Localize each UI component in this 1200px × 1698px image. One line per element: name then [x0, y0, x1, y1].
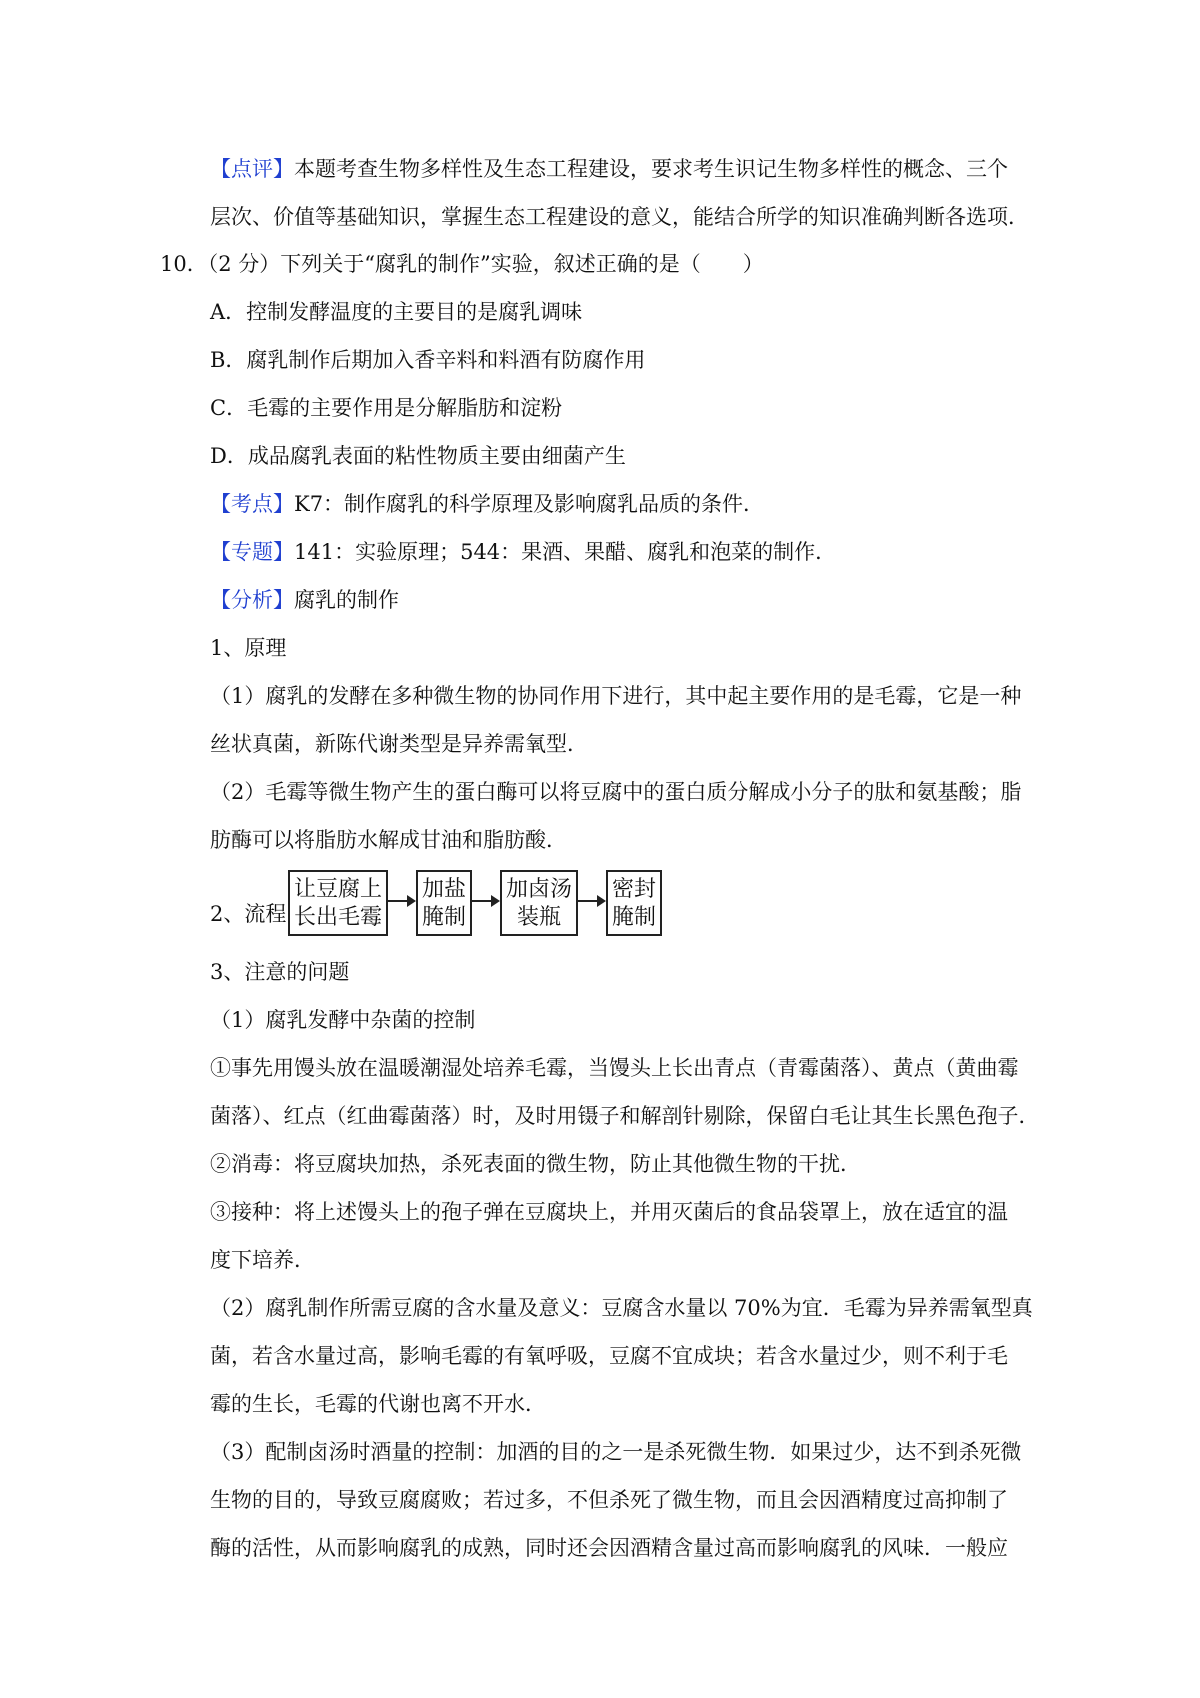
review-tag: 【点评】 — [210, 157, 294, 181]
zhuanti-line — [210, 538, 836, 566]
flow-step-2-line1: 加盐 — [421, 877, 466, 902]
review-line-1 — [210, 155, 1008, 183]
fenxi-line — [210, 586, 399, 614]
notes-s3-line2: 生物的目的，导致豆腐腐败；若过多，不但杀死了微生物，而且会因酒精度过高抑制了 — [210, 1488, 1008, 1512]
notes-s2-line1: （2）腐乳制作所需豆腐的含水量及意义：豆腐含水量以 70%为宜．毛霉为异养需氧型真 — [210, 1296, 1033, 1320]
option-c: C．毛霉的主要作用是分解脂肪和淀粉 — [210, 396, 563, 420]
kaodian-text: K7：制作腐乳的科学原理及影响腐乳品质的条件． — [294, 492, 765, 516]
notes-s3-line3: 酶的活性，从而影响腐乳的成熟，同时还会因酒精含量过高而影响腐乳的风味．一般应 — [210, 1536, 1008, 1560]
fenxi-tag: 【分析】 — [210, 588, 294, 612]
notes-s1: （1）腐乳发酵中杂菌的控制 — [210, 1008, 476, 1032]
flow-step-3 — [500, 870, 578, 936]
flow-step-1-line1: 让豆腐上 — [293, 877, 382, 902]
notes-s1c-line1: ③接种：将上述馒头上的孢子弹在豆腐块上，并用灭菌后的食品袋罩上，放在适宜的温 — [210, 1200, 1008, 1224]
flow-step-1 — [288, 870, 388, 936]
flow-step-4-line1: 密封 — [611, 877, 656, 902]
flow-arrow-2 — [472, 900, 498, 902]
option-a: A．控制发酵温度的主要目的是腐乳调味 — [210, 300, 583, 324]
flow-step-3-line1: 加卤汤 — [505, 877, 572, 902]
flow-step-4-line2: 腌制 — [611, 905, 656, 930]
zhuanti-tag: 【专题】 — [210, 540, 294, 564]
notes-s1c-line2: 度下培养． — [210, 1248, 315, 1272]
question-stem: 10．（2 分）下列关于“腐乳的制作”实验，叙述正确的是（ ） — [160, 252, 764, 276]
zhuanti-text: 141：实验原理；544：果酒、果醋、腐乳和泡菜的制作． — [294, 540, 837, 564]
option-d: D．成品腐乳表面的粘性物质主要由细菌产生 — [210, 444, 626, 468]
notes-s1a-line1: ①事先用馒头放在温暖潮湿处培养毛霉，当馒头上长出青点（青霉菌落）、黄点（黄曲霉 — [210, 1056, 1019, 1080]
kaodian-line — [210, 490, 764, 518]
notes-s3-line1: （3）配制卤汤时酒量的控制：加酒的目的之一是杀死微生物．如果过少，达不到杀死微 — [210, 1440, 1022, 1464]
flow-step-2-line2: 腌制 — [421, 905, 466, 930]
flow-step-3-line2: 装瓶 — [516, 905, 561, 930]
principle-heading: 1、原理 — [210, 636, 287, 660]
flow-arrow-3 — [578, 900, 604, 902]
flow-label: 2、流程 — [210, 902, 287, 926]
kaodian-tag: 【考点】 — [210, 492, 294, 516]
option-b: B．腐乳制作后期加入香辛料和料酒有防腐作用 — [210, 348, 646, 372]
flow-step-4 — [606, 870, 662, 936]
principle-p2-line1: （2）毛霉等微生物产生的蛋白酶可以将豆腐中的蛋白质分解成小分子的肽和氨基酸；脂 — [210, 780, 1022, 804]
notes-heading: 3、注意的问题 — [210, 960, 350, 984]
principle-p2-line2: 肪酶可以将脂肪水解成甘油和脂肪酸． — [210, 828, 567, 852]
notes-s1a-line2: 菌落）、红点（红曲霉菌落）时，及时用镊子和解剖针剔除，保留白毛让其生长黑色孢子． — [210, 1104, 1040, 1128]
review-text-1: 本题考查生物多样性及生态工程建设，要求考生识记生物多样性的概念、三个 — [294, 157, 1008, 181]
flow-step-1-line2: 长出毛霉 — [293, 905, 382, 930]
fenxi-text: 腐乳的制作 — [294, 588, 399, 612]
review-line-2: 层次、价值等基础知识，掌握生态工程建设的意义，能结合所学的知识准确判断各选项． — [210, 205, 1029, 229]
principle-p1-line2: 丝状真菌，新陈代谢类型是异养需氧型． — [210, 732, 588, 756]
notes-s2-line3: 霉的生长，毛霉的代谢也离不开水． — [210, 1392, 546, 1416]
principle-p1-line1: （1）腐乳的发酵在多种微生物的协同作用下进行，其中起主要作用的是毛霉，它是一种 — [210, 684, 1022, 708]
flow-step-2 — [416, 870, 472, 936]
flow-arrow-1 — [388, 900, 414, 902]
notes-s1b: ②消毒：将豆腐块加热，杀死表面的微生物，防止其他微生物的干扰． — [210, 1152, 861, 1176]
notes-s2-line2: 菌，若含水量过高，影响毛霉的有氧呼吸，豆腐不宜成块；若含水量过少，则不利于毛 — [210, 1344, 1008, 1368]
